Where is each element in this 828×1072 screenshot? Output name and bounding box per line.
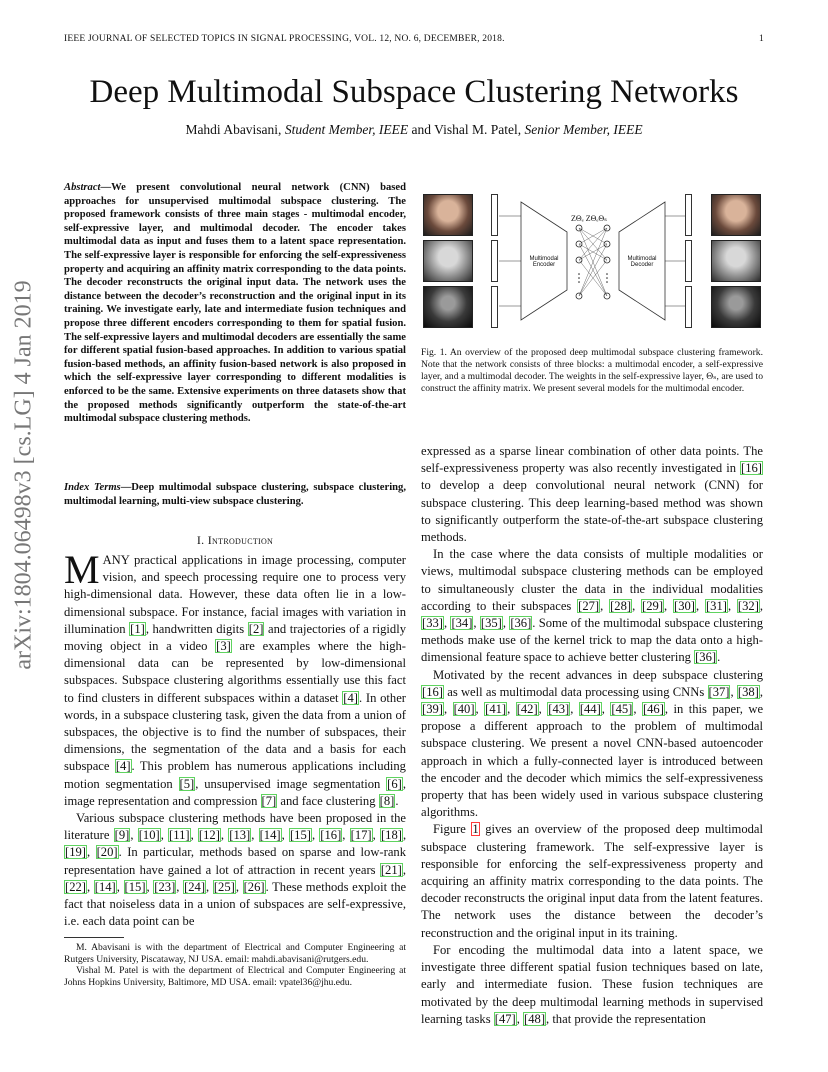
- intro-paragraph-2: Various subspace clustering methods have been proposed in the literature [9], [10], [11], [12], [13], [14], [15], [16], [17], [18], [19], [20]. In particular, methods based on sparse and low-rank representation have gained a lot of attraction in recent years [21], [22], [14], [15], [23], [24], [25], [26]. These methods exploit the fact that noiseless data in a union of subspaces are self-expressive, i.e. each data point can be: [64, 811, 407, 929]
- citation-link[interactable]: [45]: [611, 702, 633, 717]
- author-1: Mahdi Abavisani,: [185, 122, 282, 137]
- citation-link[interactable]: [2]: [248, 621, 264, 636]
- figure-link[interactable]: 1: [472, 822, 479, 837]
- citation-link[interactable]: [44]: [579, 702, 601, 717]
- self-expressive-edges: [579, 228, 607, 296]
- citation-link[interactable]: [21]: [380, 862, 402, 877]
- input-bar-1: [491, 194, 498, 236]
- citation-link[interactable]: [33]: [422, 616, 443, 631]
- footnotes: [64, 937, 406, 988]
- citation-link[interactable]: [18]: [380, 828, 402, 843]
- output-bar-3: [685, 286, 692, 328]
- author-line: [0, 122, 828, 138]
- citation-link[interactable]: [11]: [169, 828, 190, 843]
- citation-link[interactable]: [22]: [65, 879, 86, 894]
- citation-link[interactable]: [3]: [216, 639, 231, 654]
- citation-link[interactable]: [32]: [737, 598, 759, 613]
- paper-title: Deep Multimodal Subspace Clustering Networks: [89, 74, 739, 110]
- section-heading: [64, 533, 406, 548]
- citation-link[interactable]: [16]: [422, 684, 443, 699]
- abstract-label: Abstract: [64, 182, 101, 193]
- output-bar-1: [685, 194, 692, 236]
- input-bar-2: [491, 240, 498, 282]
- right-paragraph-3: Motivated by the recent advances in deep subspace clustering [16] as well as multimodal data processing using CNNs [37], [38], [39], [40], [41], [42], [43], [44], [45], [46], in this paper, we propose a different approach to the problem of multimodal subspace clustering. We present a novel CNN-based autoencoder approach in which a fully-connected layer is introduced between the encoder and the decoder which mimics the self-expressiveness property that has been widely used in various subspace clustering algorithms.: [421, 667, 764, 820]
- right-paragraph-5: For encoding the multimodal data into a latent space, we investigate three different spatial fusion techniques based on late, early and intermediate fusion. These fusion techniques are motivated by the deep multimodal learning methods in supervised learning tasks [47], [48], that provide the representation: [421, 942, 763, 1026]
- citation-link[interactable]: [15]: [124, 879, 146, 894]
- author-2: and Vishal M. Patel,: [411, 122, 522, 137]
- footnote-rule: [64, 937, 124, 938]
- right-paragraph-2: In the case where the data consists of multiple modalities or views, multimodal subspace clustering methods can be employed to simultaneously cluster the data in the individual modalities according to their subspaces [27], [28], [29], [30], [31], [32], [33], [34], [35], [36]. Some of the multimodal subspace clustering methods make use of the kernel trick to map the data onto a high-dimensional feature space to achieve better clustering [36].: [421, 547, 764, 665]
- abstract: [64, 181, 406, 426]
- citation-link[interactable]: [8]: [379, 793, 395, 808]
- citation-link[interactable]: [12]: [198, 828, 220, 843]
- output-face-gray: [711, 240, 761, 282]
- citation-link[interactable]: [43]: [548, 702, 570, 717]
- input-bar-3: [491, 286, 498, 328]
- arxiv-stamp: [4, 280, 44, 670]
- intro-paragraph-1: MANY practical applications in image processing, computer vision, and speech processing require one to process very high-dimensional data. However, these data often lie in a low-dimensional subspace. For instance, facial images with variation in illumination [1], handwritten digits [2] and trajectories of a rigidly moving object in a video [3] are examples where the high-dimensional data can be represented by low-dimensional subspaces. Subspace clustering algorithms essentially use this fact to find clusters in different subspaces within a dataset [4]. In other words, in a subspace clustering task, given the data from a union of subspaces, the objective is to find the number of subspaces, their dimensions, the segmentation of the data and a basis for each subspace [4]. This problem has numerous applications including motion segmentation [5], unsupervised image segmentation [6], image representation and compression [7] and face clustering [8].: [64, 547, 406, 808]
- section-number: I.: [196, 533, 205, 547]
- citation-link[interactable]: [37]: [708, 684, 730, 699]
- abstract-text: —We present convolutional neural network (CNN) based approaches for unsupervised multimodal subspace clustering. The proposed framework consists of three main stages - multimodal encoder, self-expressive layer, and multimodal decoder. The encoder takes multimodal data as input and fuses them to a latent space representation. The self-expressive layer is responsible for enforcing the self-expressiveness property and acquiring an affinity matrix corresponding to the data points. The decoder reconstructs the original input data. The network uses the distance between the decoder’s reconstruction and the original input in its training. We investigate early, late and intermediate fusion techniques and propose three different encoders corresponding to them for spatial fusion. The self-expressive layers and multimodal decoders are essentially the same for different spatial fusion-based approaches. In addition to various spatial fusion-based methods, an affinity fusion-based network is also proposed in which the self-expressive layer corresponding to different modalities is enforced to be the same. Extensive experiments on three datasets show that the proposed methods significantly outperform the state-of-the-art multimodal subspace clustering methods.: [64, 182, 406, 425]
- citation-link[interactable]: [35]: [480, 616, 502, 631]
- author-2-role: Senior Member, IEEE: [524, 122, 643, 137]
- decoder-label: Multimodal Decoder: [627, 256, 657, 268]
- citation-link[interactable]: [16]: [320, 828, 342, 843]
- citation-link[interactable]: [16]: [741, 461, 762, 476]
- input-face-dark: [423, 286, 473, 328]
- citation-link[interactable]: [17]: [350, 828, 372, 843]
- citation-link[interactable]: [23]: [154, 879, 176, 894]
- citation-link[interactable]: [40]: [453, 702, 475, 717]
- citation-link[interactable]: [25]: [213, 879, 235, 894]
- citation-link[interactable]: [26]: [243, 879, 265, 894]
- right-paragraph-4: Figure 1 gives an overview of the proposed deep multimodal subspace clustering framework. The self-expressive layer is responsible for enforcing the self-expressiveness property and acquiring an affinity matrix corresponding to the data points. The decoder reconstructs the original input data from the latent features. The network uses the distance between the decoder’s reconstruction and the original input in its training.: [421, 822, 764, 940]
- citation-link[interactable]: [9]: [114, 828, 130, 843]
- citation-link[interactable]: [28]: [610, 598, 632, 613]
- output-face-rgb: [711, 194, 761, 236]
- index-terms: [64, 481, 406, 508]
- encoder-label: Multimodal Encoder: [529, 256, 559, 268]
- citation-link[interactable]: [31]: [705, 598, 727, 613]
- citation-link[interactable]: [13]: [229, 828, 251, 843]
- figure-caption: Fig. 1. An overview of the proposed deep multimodal subspace clustering framework. Note that the network consists of three blocks: a multimodal encoder, a self-expressive layer, and a multimodal decoder. The weights in the self-expressive layer, Θₛ, are used to construct the affinity matrix. We present several models for the multimodal encoder.: [421, 347, 763, 394]
- citation-link[interactable]: [34]: [451, 616, 473, 631]
- citation-link[interactable]: [4]: [343, 690, 358, 705]
- running-header: [64, 34, 764, 44]
- citation-link[interactable]: [39]: [422, 702, 443, 717]
- citation-link[interactable]: [24]: [184, 879, 206, 894]
- footnote-2: Vishal M. Patel is with the department of Electrical and Computer Engineering at Johns Hopkins University, Baltimore, MD USA. email: vpatel36@jhu.edu.: [64, 965, 406, 988]
- intro-body: [64, 547, 407, 930]
- citation-link[interactable]: [30]: [674, 598, 695, 613]
- journal-header: IEEE JOURNAL OF SELECTED TOPICS IN SIGNAL PROCESSING, VOL. 12, NO. 6, DECEMBER, 2018.: [64, 34, 505, 44]
- citation-link[interactable]: [46]: [642, 702, 664, 717]
- right-paragraph-1: expressed as a sparse linear combination of other data points. The self-expressiveness property was also recently investigated in [16] to develop a deep convolutional neural network (CNN) for subspace clustering. This deep learning-based method was shown to significantly outperform the state-of-the-art subspace clustering methods.: [421, 444, 763, 545]
- citation-link[interactable]: [36]: [510, 616, 532, 631]
- right-column-body: [421, 443, 763, 1028]
- citation-link[interactable]: [7]: [261, 793, 277, 808]
- citation-link[interactable]: [29]: [642, 598, 664, 613]
- citation-link[interactable]: [10]: [138, 828, 160, 843]
- citation-link[interactable]: [41]: [485, 702, 507, 717]
- latent-labels: ZΘₑ ZΘₑΘₛ: [571, 214, 607, 223]
- citation-link[interactable]: [36]: [695, 650, 717, 665]
- citation-link[interactable]: [14]: [94, 879, 116, 894]
- citation-link[interactable]: [6]: [387, 776, 402, 791]
- citation-link[interactable]: [1]: [130, 621, 145, 636]
- output-face-dark: [711, 286, 761, 328]
- citation-link[interactable]: [27]: [578, 598, 600, 613]
- citation-link[interactable]: [20]: [96, 845, 118, 860]
- citation-link[interactable]: [5]: [179, 776, 195, 791]
- citation-link[interactable]: [4]: [115, 759, 131, 774]
- citation-link[interactable]: [42]: [516, 702, 538, 717]
- citation-link[interactable]: [19]: [65, 845, 86, 860]
- output-bar-2: [685, 240, 692, 282]
- citation-link[interactable]: [14]: [259, 828, 281, 843]
- footnote-1: M. Abavisani is with the department of Electrical and Computer Engineering at Rutgers University, Piscataway, NJ USA. email: mahdi.abavisani@rutgers.edu.: [64, 942, 406, 965]
- citation-link[interactable]: [47]: [494, 1011, 516, 1026]
- citation-link[interactable]: [15]: [289, 828, 311, 843]
- index-terms-label: Index Terms: [64, 482, 121, 493]
- citation-link[interactable]: [38]: [737, 684, 759, 699]
- input-face-gray: [423, 240, 473, 282]
- citation-link[interactable]: [48]: [524, 1011, 546, 1026]
- figure-1: [421, 186, 763, 336]
- index-terms-text: —Deep multimodal subspace clustering, subspace clustering, multimodal learning, multi-view subspace clustering.: [64, 482, 406, 507]
- arxiv-id: arXiv:1804.06498v3 [cs.LG] 4 Jan 2019: [10, 280, 37, 670]
- section-title: Introduction: [207, 533, 274, 547]
- page-number: 1: [759, 34, 764, 44]
- input-face-rgb: [423, 194, 473, 236]
- author-1-role: Student Member, IEEE: [284, 122, 409, 137]
